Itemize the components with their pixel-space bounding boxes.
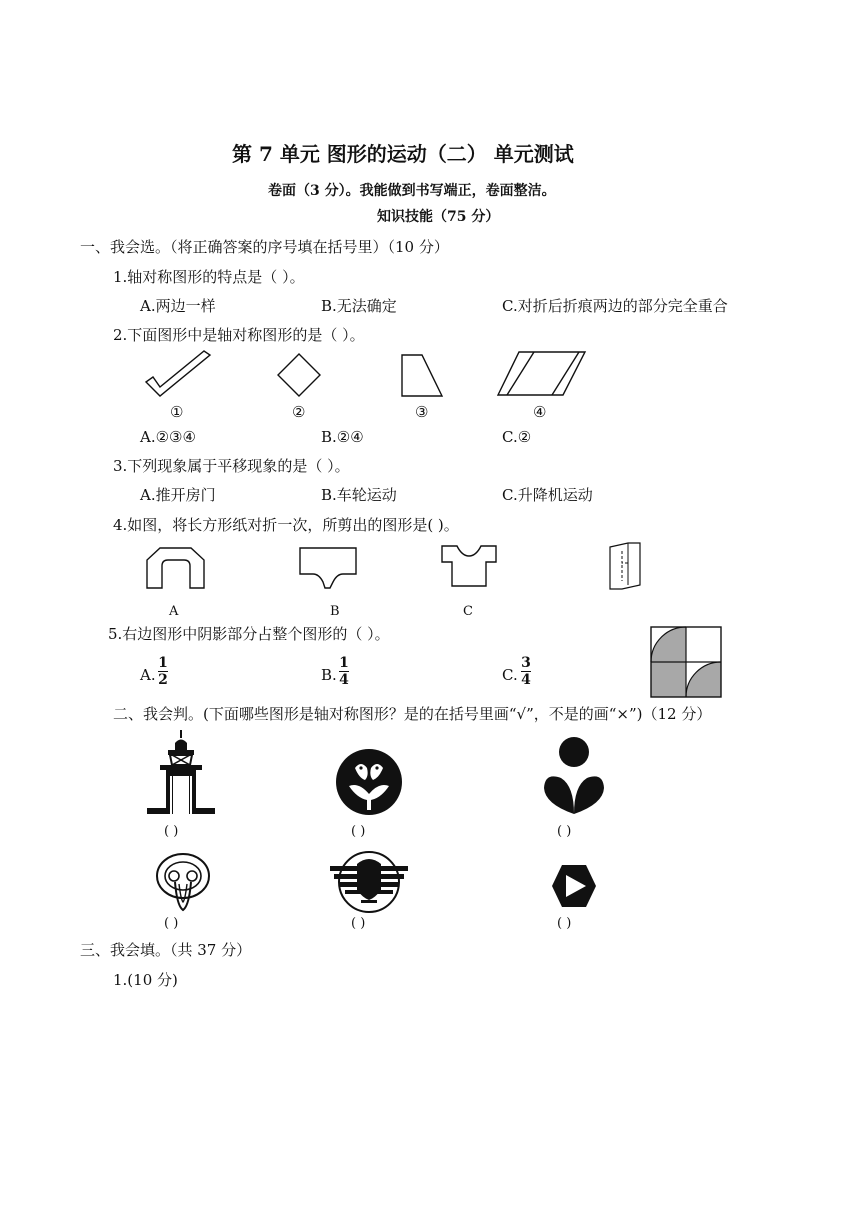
section3-q1: 1.(10 分) — [113, 971, 178, 989]
q2-figure-3-trapezoid — [400, 354, 450, 404]
q2-label-3: ③ — [415, 403, 429, 421]
q5-option-a-prefix: A. — [140, 666, 156, 684]
q4-folded-paper-icon — [608, 541, 648, 591]
q5-a-numerator: 1 — [158, 655, 168, 671]
q5-option-c-fraction — [521, 656, 531, 687]
page-title: 第 7 单元 图形的运动（二） 单元测试 — [232, 142, 574, 166]
q4-label-c: C — [463, 604, 473, 619]
section2-heading: 二、我会判。(下面哪些图形是轴对称图形？是的在括号里画“√”，不是的画“×”)（12 分） — [113, 705, 712, 723]
q2-label-4: ④ — [533, 403, 547, 421]
q1-option-b: B.无法确定 — [321, 297, 397, 315]
q3-option-c: C.升降机运动 — [502, 486, 593, 504]
birds-emblem-icon — [335, 748, 405, 818]
q1-option-a: A.两边一样 — [140, 297, 216, 315]
q5-option-b-fraction — [339, 656, 349, 687]
q4-text: 4.如图，将长方形纸对折一次，所剪出的图形是( )。 — [113, 516, 459, 534]
ram-face-icon — [155, 850, 215, 920]
three-leaf-icon — [541, 736, 611, 816]
q5-option-c-prefix: C. — [502, 666, 518, 684]
q4-label-a: A — [169, 604, 179, 619]
tower-icon — [146, 728, 218, 818]
section2-paren-3[interactable]: ( ) — [557, 824, 572, 839]
q2-option-c: C.② — [502, 428, 532, 446]
section2-paren-2[interactable]: ( ) — [351, 824, 366, 839]
q5-c-numerator: 3 — [521, 655, 531, 671]
q3-text: 3.下列现象属于平移现象的是（ ）。 — [113, 457, 350, 475]
q2-option-a: A.②③④ — [140, 428, 196, 446]
subtitle-skills: 知识技能（75 分） — [377, 209, 500, 225]
q3-option-a: A.推开房门 — [140, 486, 216, 504]
q2-label-1: ① — [170, 403, 184, 421]
q3-option-b: B.车轮运动 — [321, 486, 397, 504]
q2-option-b: B.②④ — [321, 428, 364, 446]
q5-a-denominator: 2 — [158, 672, 168, 688]
q2-text: 2.下面图形中是轴对称图形的是（ ）。 — [113, 326, 365, 344]
section3-heading: 三、我会填。（共 37 分） — [80, 941, 252, 959]
q4-figure-c-shirt — [440, 544, 500, 594]
section2-paren-5[interactable]: ( ) — [351, 916, 366, 931]
q5-option-b-prefix: B. — [321, 666, 337, 684]
q2-figure-4-parallelogram — [497, 351, 592, 401]
q5-text: 5.右边图形中阴影部分占整个图形的（ ）。 — [108, 625, 390, 643]
section2-paren-4[interactable]: ( ) — [164, 916, 179, 931]
section2-paren-1[interactable]: ( ) — [164, 824, 179, 839]
q5-b-denominator: 4 — [339, 672, 349, 688]
q5-b-numerator: 1 — [339, 655, 349, 671]
q1-text: 1.轴对称图形的特点是（ ）。 — [113, 268, 305, 286]
q5-c-denominator: 4 — [521, 672, 531, 688]
q4-figure-b-notched-frame — [297, 546, 367, 596]
section1-heading: 一、我会选。（将正确答案的序号填在括号里）（10 分） — [80, 238, 449, 256]
q1-option-c: C.对折后折痕两边的部分完全重合 — [502, 297, 728, 315]
q4-label-b: B — [330, 604, 340, 619]
q2-figure-1-check-shape — [144, 349, 214, 399]
q2-label-2: ② — [292, 403, 306, 421]
subtitle-neatness: 卷面（3 分）。我能做到书写端正，卷面整洁。 — [268, 183, 556, 199]
q4-figure-a-arch — [144, 546, 214, 596]
hexagon-play-icon — [550, 864, 600, 912]
section2-paren-6[interactable]: ( ) — [557, 916, 572, 931]
q5-option-a-fraction — [158, 656, 168, 687]
winged-emblem-icon — [329, 850, 409, 916]
q2-figure-2-square — [277, 353, 327, 403]
q5-shaded-square-figure — [650, 626, 724, 700]
